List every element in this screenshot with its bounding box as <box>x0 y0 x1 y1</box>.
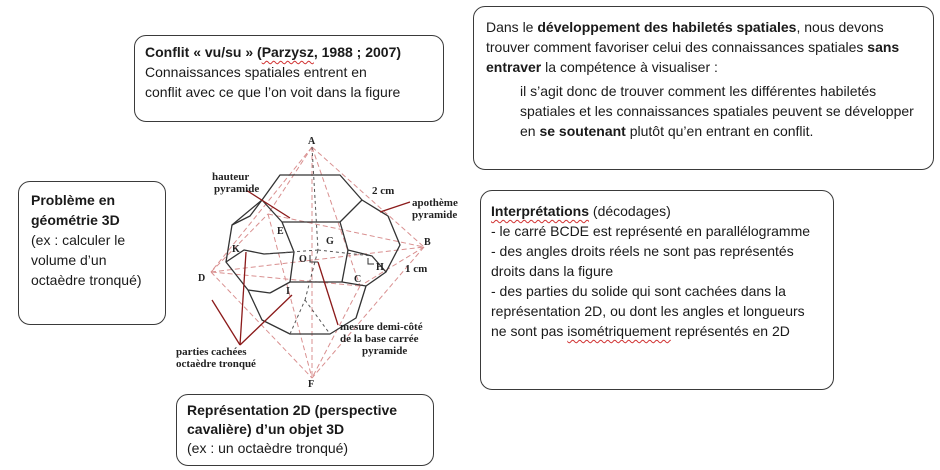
point-o: O <box>299 254 307 265</box>
point-f: F <box>308 379 315 390</box>
representation-title: Représentation 2D (perspective cavalière) d’un objet 3D <box>187 402 398 437</box>
point-d: D <box>198 273 206 284</box>
interpretation-item-1: - le carré BCDE est représenté en parallélogramme <box>491 223 811 239</box>
representation-body: (ex : un octaèdre tronqué) <box>187 440 349 456</box>
label-hauteur: hauteur <box>212 171 250 183</box>
point-e: E <box>277 226 284 237</box>
interpretation-title: Interprétations (décodages) <box>491 203 671 219</box>
label-hauteur-pyramide: pyramide <box>214 183 260 195</box>
label-parties-cachees: parties cachées <box>176 346 247 358</box>
point-h: H <box>376 262 384 273</box>
development-paragraph-2: il s’agit donc de trouver comment les différentes habiletés spatiales et les connaissances spatiales peuvent se développer en se soutenant plutôt qu’en entrant en conflit. <box>520 83 914 139</box>
conflict-title: Conflit « vu/su » (Parzysz, 1988 ; 2007) <box>145 44 402 60</box>
development-paragraph-1: Dans le développement des habiletés spatiales, nous devons trouver comment favoriser celui des connaissances spatiales sans entraver la compétence à visualiser : <box>486 19 900 75</box>
problem-title: Problème en géométrie 3D <box>31 192 120 228</box>
problem-body: (ex : calculer le volume d’un octaèdre tronqué) <box>31 232 142 288</box>
point-b: B <box>424 237 431 248</box>
conflict-line-1: Connaissances spatiales entrent en <box>145 64 367 80</box>
label-apotheme: apothème <box>412 197 458 209</box>
interpretation-item-3: - des parties du solide qui sont cachées dans la représentation 2D, ou dont les angles et longueurs ne sont pas isométriquement représentés en 2D <box>491 283 805 339</box>
label-1cm: 1 cm <box>405 263 428 275</box>
label-mesure: mesure demi-côté <box>340 321 423 333</box>
interpretation-item-2: - des angles droits réels ne sont pas représentés droits dans la figure <box>491 243 794 279</box>
point-k: K <box>232 244 240 255</box>
point-a: A <box>308 136 316 147</box>
label-octaedre-tronque: octaèdre tronqué <box>176 358 256 370</box>
label-mesure-pyramide: pyramide <box>362 345 408 357</box>
point-g: G <box>326 236 334 247</box>
label-base-carree: de la base carrée <box>340 333 419 345</box>
label-2cm: 2 cm <box>372 185 395 197</box>
conflict-line-2: conflit avec ce que l’on voit dans la figure <box>145 84 401 100</box>
point-c: C <box>354 274 362 285</box>
label-apotheme-pyramide: pyramide <box>412 209 458 221</box>
point-i: I <box>286 286 290 297</box>
